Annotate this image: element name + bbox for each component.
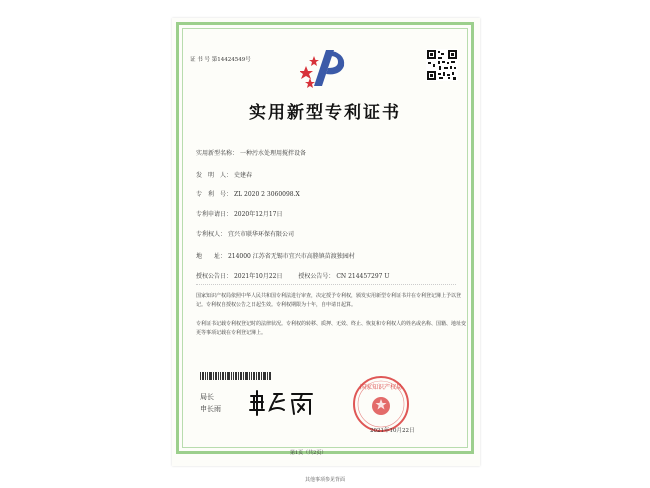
field-label: 发 明 人：	[196, 172, 233, 179]
field-grant-date	[196, 271, 389, 280]
field-inventor	[196, 170, 252, 179]
barcode-icon	[200, 372, 272, 380]
field-address	[196, 251, 355, 260]
field-label: 实用新型名称：	[196, 150, 239, 157]
field-patent-number	[196, 189, 300, 198]
official-seal-icon	[352, 375, 410, 433]
legal-status-paragraph: 专利证书记载专利权登记时的法律状况。专利权的转移、质押、无效、终止、恢复和专利权人的姓名或名称、国籍、地址变更等事项记载在专利登记簿上。	[196, 321, 467, 336]
field-label: 授权公告号：	[298, 273, 335, 280]
field-value: 宜兴市联华环保有限公司	[227, 231, 294, 238]
field-utility-name	[196, 148, 306, 157]
director-name: 申长雨	[200, 405, 221, 413]
grant-paragraph: 国家知识产权局依照中华人民共和国专利法进行审查，决定授予专利权，颁发实用新型专利证书并在专利登记簿上予以登记。专利权自授权公告之日起生效。专利权期限为十年，自申请日起算。	[196, 293, 462, 308]
field-application-date	[196, 209, 282, 218]
director-title: 局长	[200, 393, 214, 401]
field-value: 史建春	[233, 172, 252, 179]
field-value: CN 214457297 U	[336, 273, 390, 280]
cnipa-logo-icon	[300, 46, 354, 90]
field-value: 一种污水处理用搅拌设备	[239, 150, 306, 157]
certificate-title: 实用新型专利证书	[249, 103, 401, 123]
director-signature-icon	[248, 388, 318, 418]
field-value: 2021年10月22日	[233, 273, 283, 280]
divider	[196, 284, 456, 285]
footer-note: 其他事项参见背面	[304, 477, 345, 483]
seal-text: 国家知识产权局	[359, 384, 403, 391]
seal-date: 2021年10月22日	[370, 428, 415, 434]
certificate-inner-border	[182, 28, 468, 448]
field-value: 214000 江苏省无锡市宜兴市高塍镇苗渡独园村	[227, 253, 355, 260]
field-patentee	[196, 229, 294, 238]
field-label: 授权公告日：	[196, 273, 233, 280]
field-value: ZL 2020 2 3060098.X	[233, 191, 300, 198]
field-label: 专利权人：	[196, 231, 227, 238]
field-label: 专利申请日：	[196, 211, 233, 218]
qr-code-icon	[426, 49, 458, 81]
certificate-number: 证 书 号 第14424549号	[190, 57, 251, 63]
field-value: 2020年12月17日	[233, 211, 283, 218]
field-label: 地 址：	[196, 253, 227, 260]
page-info: 第1页（共2页）	[290, 450, 327, 456]
field-label: 专 利 号：	[196, 191, 233, 198]
